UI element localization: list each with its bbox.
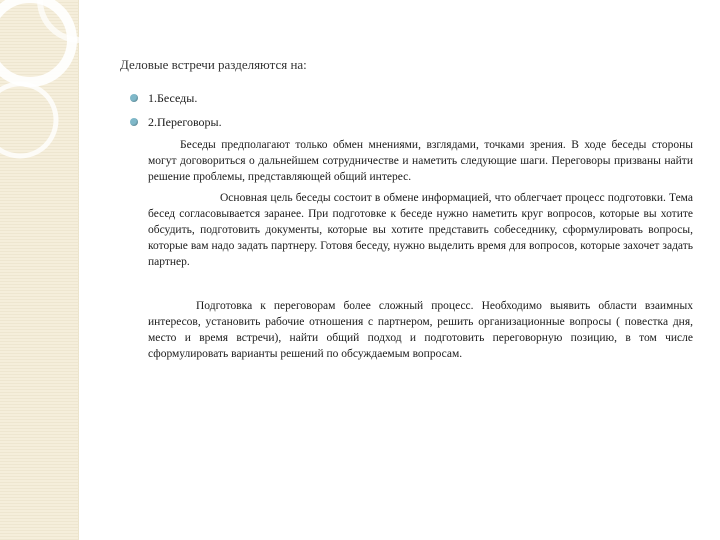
bullet-marker-icon — [130, 94, 138, 102]
bullet-text: 1.Беседы. — [148, 91, 198, 105]
bullet-text: 2.Переговоры. — [148, 115, 222, 129]
bullet-item — [130, 110, 222, 134]
bullet-item — [130, 86, 222, 110]
paragraph-negotiation-preparation: Подготовка к переговорам более сложный процесс. Необходимо выявить области взаимных интересов, установить рабочие отношения с партнером, решить организационные вопросы ( повестка дня, место и время встречи), найти общий подход и подготовить переговорную позицию, в том числе сформулировать варианты решений по обсуждаемым вопросам. — [148, 300, 693, 360]
bullet-marker-icon — [130, 118, 138, 126]
bullet-list — [130, 86, 222, 134]
paragraph-conversation-purpose: Основная цель беседы состоит в обмене информацией, что облегчает процесс подготовки. Тема бесед согласовывается заранее. При подготовке к беседе нужно наметить круг вопросов, которые вы хотите обсудить, подготовить документы, которые вы хотите представить собеседнику, сформулировать вопросы, которые вам надо задать партнеру. Готовя беседу, нужно выделить время для вопросов, которые захочет задать партнер. — [148, 192, 693, 268]
decorative-circles — [0, 0, 120, 180]
paragraph-conversations-vs-negotiations: Беседы предполагают только обмен мнениями, взглядами, точками зрения. В ходе беседы стороны могут договориться о дальнейшем сотрудничестве и наметить следующие шаги. Переговоры призваны найти решение проблемы, представляющей общий интерес. — [148, 139, 693, 183]
slide-title: Деловые встречи разделяются на: — [120, 57, 307, 72]
